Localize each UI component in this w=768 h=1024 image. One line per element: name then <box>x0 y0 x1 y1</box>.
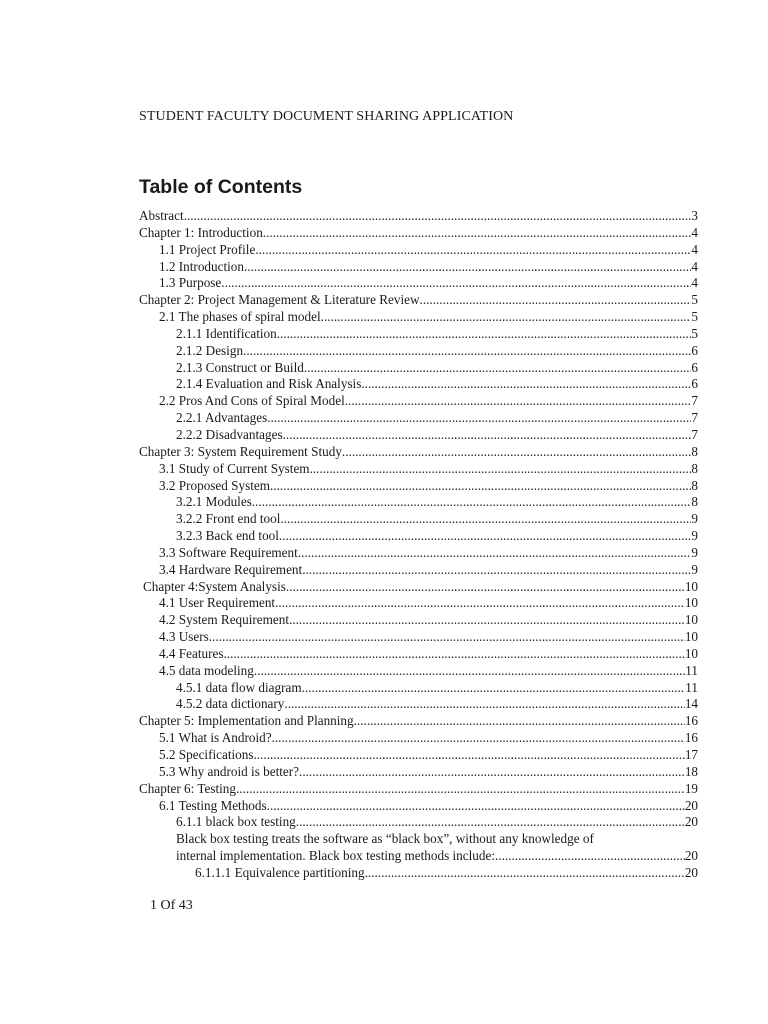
toc-entry-page: 11 <box>685 679 698 695</box>
dot-leader <box>277 326 692 343</box>
toc-entry-text: 4.5.1 data flow diagram <box>176 679 302 695</box>
dot-leader <box>244 259 691 276</box>
toc-entry-page: 10 <box>684 578 698 594</box>
toc-entry-4-5-2[interactable] <box>139 696 698 713</box>
toc-entry-text: 3.3 Software Requirement <box>159 544 298 560</box>
dot-leader <box>342 444 691 461</box>
toc-entry-black-box-description[interactable] <box>139 831 698 865</box>
toc-entry-2-1-1[interactable] <box>139 326 698 343</box>
dot-leader <box>267 798 685 815</box>
toc-entry-text: 4.3 Users <box>159 629 209 645</box>
toc-entry-page: 4 <box>691 224 698 240</box>
dot-leader <box>221 275 691 292</box>
toc-entry-text: 1.3 Purpose <box>159 275 222 291</box>
dot-leader <box>420 292 692 309</box>
toc-entry-text: Chapter 1: Introduction <box>139 224 263 240</box>
toc-entry-page: 4 <box>691 275 698 291</box>
toc-entry-page: 20 <box>684 848 698 864</box>
toc-entry-page: 4 <box>691 258 698 274</box>
toc-heading: Table of Contents <box>139 176 303 198</box>
toc-entry-chapter-3[interactable] <box>139 444 698 461</box>
toc-entry-page: 10 <box>684 595 698 611</box>
dot-leader <box>236 781 685 798</box>
toc-entry-text: 2.2 Pros And Cons of Spiral Model <box>159 393 345 409</box>
dot-leader <box>289 612 685 629</box>
toc-entry-text: 2.1.2 Design <box>176 342 244 358</box>
page-footer: 1 Of 43 <box>150 898 193 913</box>
toc-entry-page: 7 <box>691 393 698 409</box>
toc-entry-page: 20 <box>684 864 698 880</box>
toc-entry-text: Abstract <box>139 208 184 223</box>
toc-entry-page: 16 <box>684 713 698 729</box>
toc-entry-2-1-3[interactable] <box>139 360 698 377</box>
dot-leader <box>255 242 691 259</box>
toc-entry-2-2[interactable] <box>139 393 698 410</box>
toc-entry-text: 4.4 Features <box>159 645 224 661</box>
toc-entry-text: 5.3 Why android is better? <box>159 763 300 779</box>
toc-entry-page: 9 <box>691 511 698 527</box>
table-of-contents <box>139 208 698 882</box>
dot-leader <box>365 865 685 882</box>
dot-leader <box>209 629 685 646</box>
toc-entry-page: 9 <box>691 561 698 577</box>
toc-entry-page: 19 <box>684 780 698 796</box>
toc-entry-3-2[interactable] <box>139 478 698 495</box>
toc-entry-page: 9 <box>691 544 698 560</box>
toc-entry-3-1[interactable] <box>139 461 698 478</box>
toc-entry-text: Chapter 2: Project Management & Literature Review <box>139 292 420 308</box>
toc-entry-text: 3.4 Hardware Requirement <box>159 561 303 577</box>
dot-leader <box>184 208 692 225</box>
dot-leader <box>321 309 692 326</box>
dot-leader <box>279 528 691 545</box>
toc-entry-text: 4.2 System Requirement <box>159 612 290 628</box>
toc-entry-page: 18 <box>684 763 698 779</box>
toc-entry-text: 6.1.1.1 Equivalence partitioning <box>195 864 365 880</box>
dot-leader <box>298 545 692 562</box>
toc-entry-text: 3.2.2 Front end tool <box>176 511 281 527</box>
toc-entry-page: 6 <box>691 359 698 375</box>
toc-entry-page: 9 <box>691 528 698 544</box>
dot-leader <box>252 494 692 511</box>
dot-leader <box>354 713 685 730</box>
toc-entry-chapter-5[interactable] <box>139 713 698 730</box>
toc-entry-text: Chapter 4:System Analysis <box>143 578 286 594</box>
toc-entry-chapter-2[interactable] <box>139 292 698 309</box>
toc-entry-text: 1.1 Project Profile <box>159 241 256 257</box>
dot-leader <box>304 360 692 377</box>
toc-entry-text: 2.1.4 Evaluation and Risk Analysis <box>176 376 362 392</box>
dot-leader <box>299 764 685 781</box>
toc-entry-4-5[interactable] <box>139 663 698 680</box>
toc-entry-text: 2.1 The phases of spiral model <box>159 309 321 325</box>
toc-entry-text-line2: internal implementation. Black box testing methods include: <box>176 848 495 864</box>
toc-entry-page: 10 <box>684 612 698 628</box>
dot-leader <box>283 427 692 444</box>
toc-entry-text: 3.2.3 Back end tool <box>176 528 279 544</box>
toc-entry-3-2-1[interactable] <box>139 494 698 511</box>
toc-entry-page: 5 <box>691 292 698 308</box>
dot-leader <box>254 747 685 764</box>
toc-entry-text: Chapter 3: System Requirement Study <box>139 443 342 459</box>
toc-entry-page: 3 <box>691 208 698 223</box>
toc-entry-4-5-1[interactable] <box>139 680 698 697</box>
toc-entry-page: 20 <box>684 797 698 813</box>
toc-entry-page: 10 <box>684 629 698 645</box>
toc-entry-6-1-1[interactable] <box>139 814 698 831</box>
toc-entry-page: 4 <box>691 241 698 257</box>
toc-entry-page: 8 <box>691 460 698 476</box>
toc-entry-text: 2.1.3 Construct or Build <box>176 359 304 375</box>
toc-entry-5-3[interactable] <box>139 764 698 781</box>
dot-leader <box>254 663 685 680</box>
toc-entry-text: 3.1 Study of Current System <box>159 460 310 476</box>
toc-entry-1-1[interactable] <box>139 242 698 259</box>
document-header: STUDENT FACULTY DOCUMENT SHARING APPLICATION <box>139 109 514 124</box>
toc-entry-text: 4.5 data modeling <box>159 662 254 678</box>
toc-entry-page: 8 <box>691 494 698 510</box>
dot-leader <box>302 680 686 697</box>
toc-entry-4-2[interactable] <box>139 612 698 629</box>
dot-leader <box>270 478 691 495</box>
dot-leader <box>286 579 685 596</box>
toc-entry-page: 14 <box>684 696 698 712</box>
toc-entry-1-2[interactable] <box>139 259 698 276</box>
toc-entry-1-3[interactable] <box>139 275 698 292</box>
toc-entry-6-1[interactable] <box>139 798 698 815</box>
dot-leader <box>296 814 685 831</box>
toc-entry-2-2-2[interactable] <box>139 427 698 444</box>
toc-entry-page: 10 <box>684 645 698 661</box>
dot-leader <box>243 343 691 360</box>
dot-leader <box>495 848 685 865</box>
toc-entry-3-2-2[interactable] <box>139 511 698 528</box>
dot-leader <box>361 376 691 393</box>
dot-leader <box>280 511 691 528</box>
toc-entry-page: 7 <box>691 426 698 442</box>
toc-entry-text: 2.2.1 Advantages <box>176 410 268 426</box>
toc-entry-text: 5.1 What is Android? <box>159 730 272 746</box>
toc-entry-text-line1: Black box testing treats the software as “black box”, without any knowledge of <box>176 831 594 847</box>
toc-entry-text: 3.2 Proposed System <box>159 477 270 493</box>
toc-entry-page: 6 <box>691 376 698 392</box>
toc-entry-page: 16 <box>684 730 698 746</box>
toc-entry-text: 5.2 Specifications <box>159 747 254 762</box>
toc-entry-text: 3.2.1 Modules <box>176 494 252 510</box>
toc-entry-2-1-2[interactable] <box>139 343 698 360</box>
toc-entry-text: 4.1 User Requirement <box>159 595 276 611</box>
toc-entry-page: 5 <box>691 325 698 341</box>
toc-entry-4-3[interactable] <box>139 629 698 646</box>
toc-entry-text: 2.2.2 Disadvantages <box>176 426 283 442</box>
dot-leader <box>272 730 685 747</box>
toc-entry-text: Chapter 6: Testing <box>139 780 236 796</box>
toc-entry-5-2[interactable] <box>139 747 698 764</box>
toc-entry-text: 2.1.1 Identification <box>176 325 277 341</box>
toc-entry-text: 1.2 Introduction <box>159 258 244 274</box>
toc-entry-abstract[interactable] <box>139 208 698 225</box>
toc-entry-page: 8 <box>691 443 698 459</box>
dot-leader <box>263 225 692 242</box>
toc-entry-text: 6.1.1 black box testing <box>176 814 296 830</box>
dot-leader <box>302 562 691 579</box>
toc-entry-2-2-1[interactable] <box>139 410 698 427</box>
toc-entry-page: 11 <box>685 662 698 678</box>
toc-entry-2-1[interactable] <box>139 309 698 326</box>
toc-entry-4-1[interactable] <box>139 595 698 612</box>
dot-leader <box>275 595 685 612</box>
toc-entry-chapter-6[interactable] <box>139 781 698 798</box>
toc-entry-2-1-4[interactable] <box>139 376 698 393</box>
toc-entry-text: 4.5.2 data dictionary <box>176 696 285 712</box>
dot-leader <box>310 461 692 478</box>
toc-entry-4-4[interactable] <box>139 646 698 663</box>
toc-entry-text: 6.1 Testing Methods <box>159 797 267 813</box>
toc-entry-page: 17 <box>684 747 698 762</box>
dot-leader <box>345 393 692 410</box>
dot-leader <box>284 696 684 713</box>
toc-entry-5-1[interactable] <box>139 730 698 747</box>
toc-entry-3-3[interactable] <box>139 545 698 562</box>
toc-entry-chapter-4[interactable] <box>139 579 698 596</box>
toc-entry-page: 20 <box>684 814 698 830</box>
toc-entry-page: 5 <box>691 309 698 325</box>
dot-leader <box>267 410 691 427</box>
toc-entry-6-1-1-1[interactable] <box>139 865 698 882</box>
toc-entry-3-4[interactable] <box>139 562 698 579</box>
toc-entry-page: 6 <box>691 342 698 358</box>
toc-entry-page: 8 <box>691 477 698 493</box>
toc-entry-page: 7 <box>691 410 698 426</box>
dot-leader <box>223 646 684 663</box>
toc-entry-text: Chapter 5: Implementation and Planning <box>139 713 354 729</box>
toc-entry-chapter-1[interactable] <box>139 225 698 242</box>
toc-entry-3-2-3[interactable] <box>139 528 698 545</box>
